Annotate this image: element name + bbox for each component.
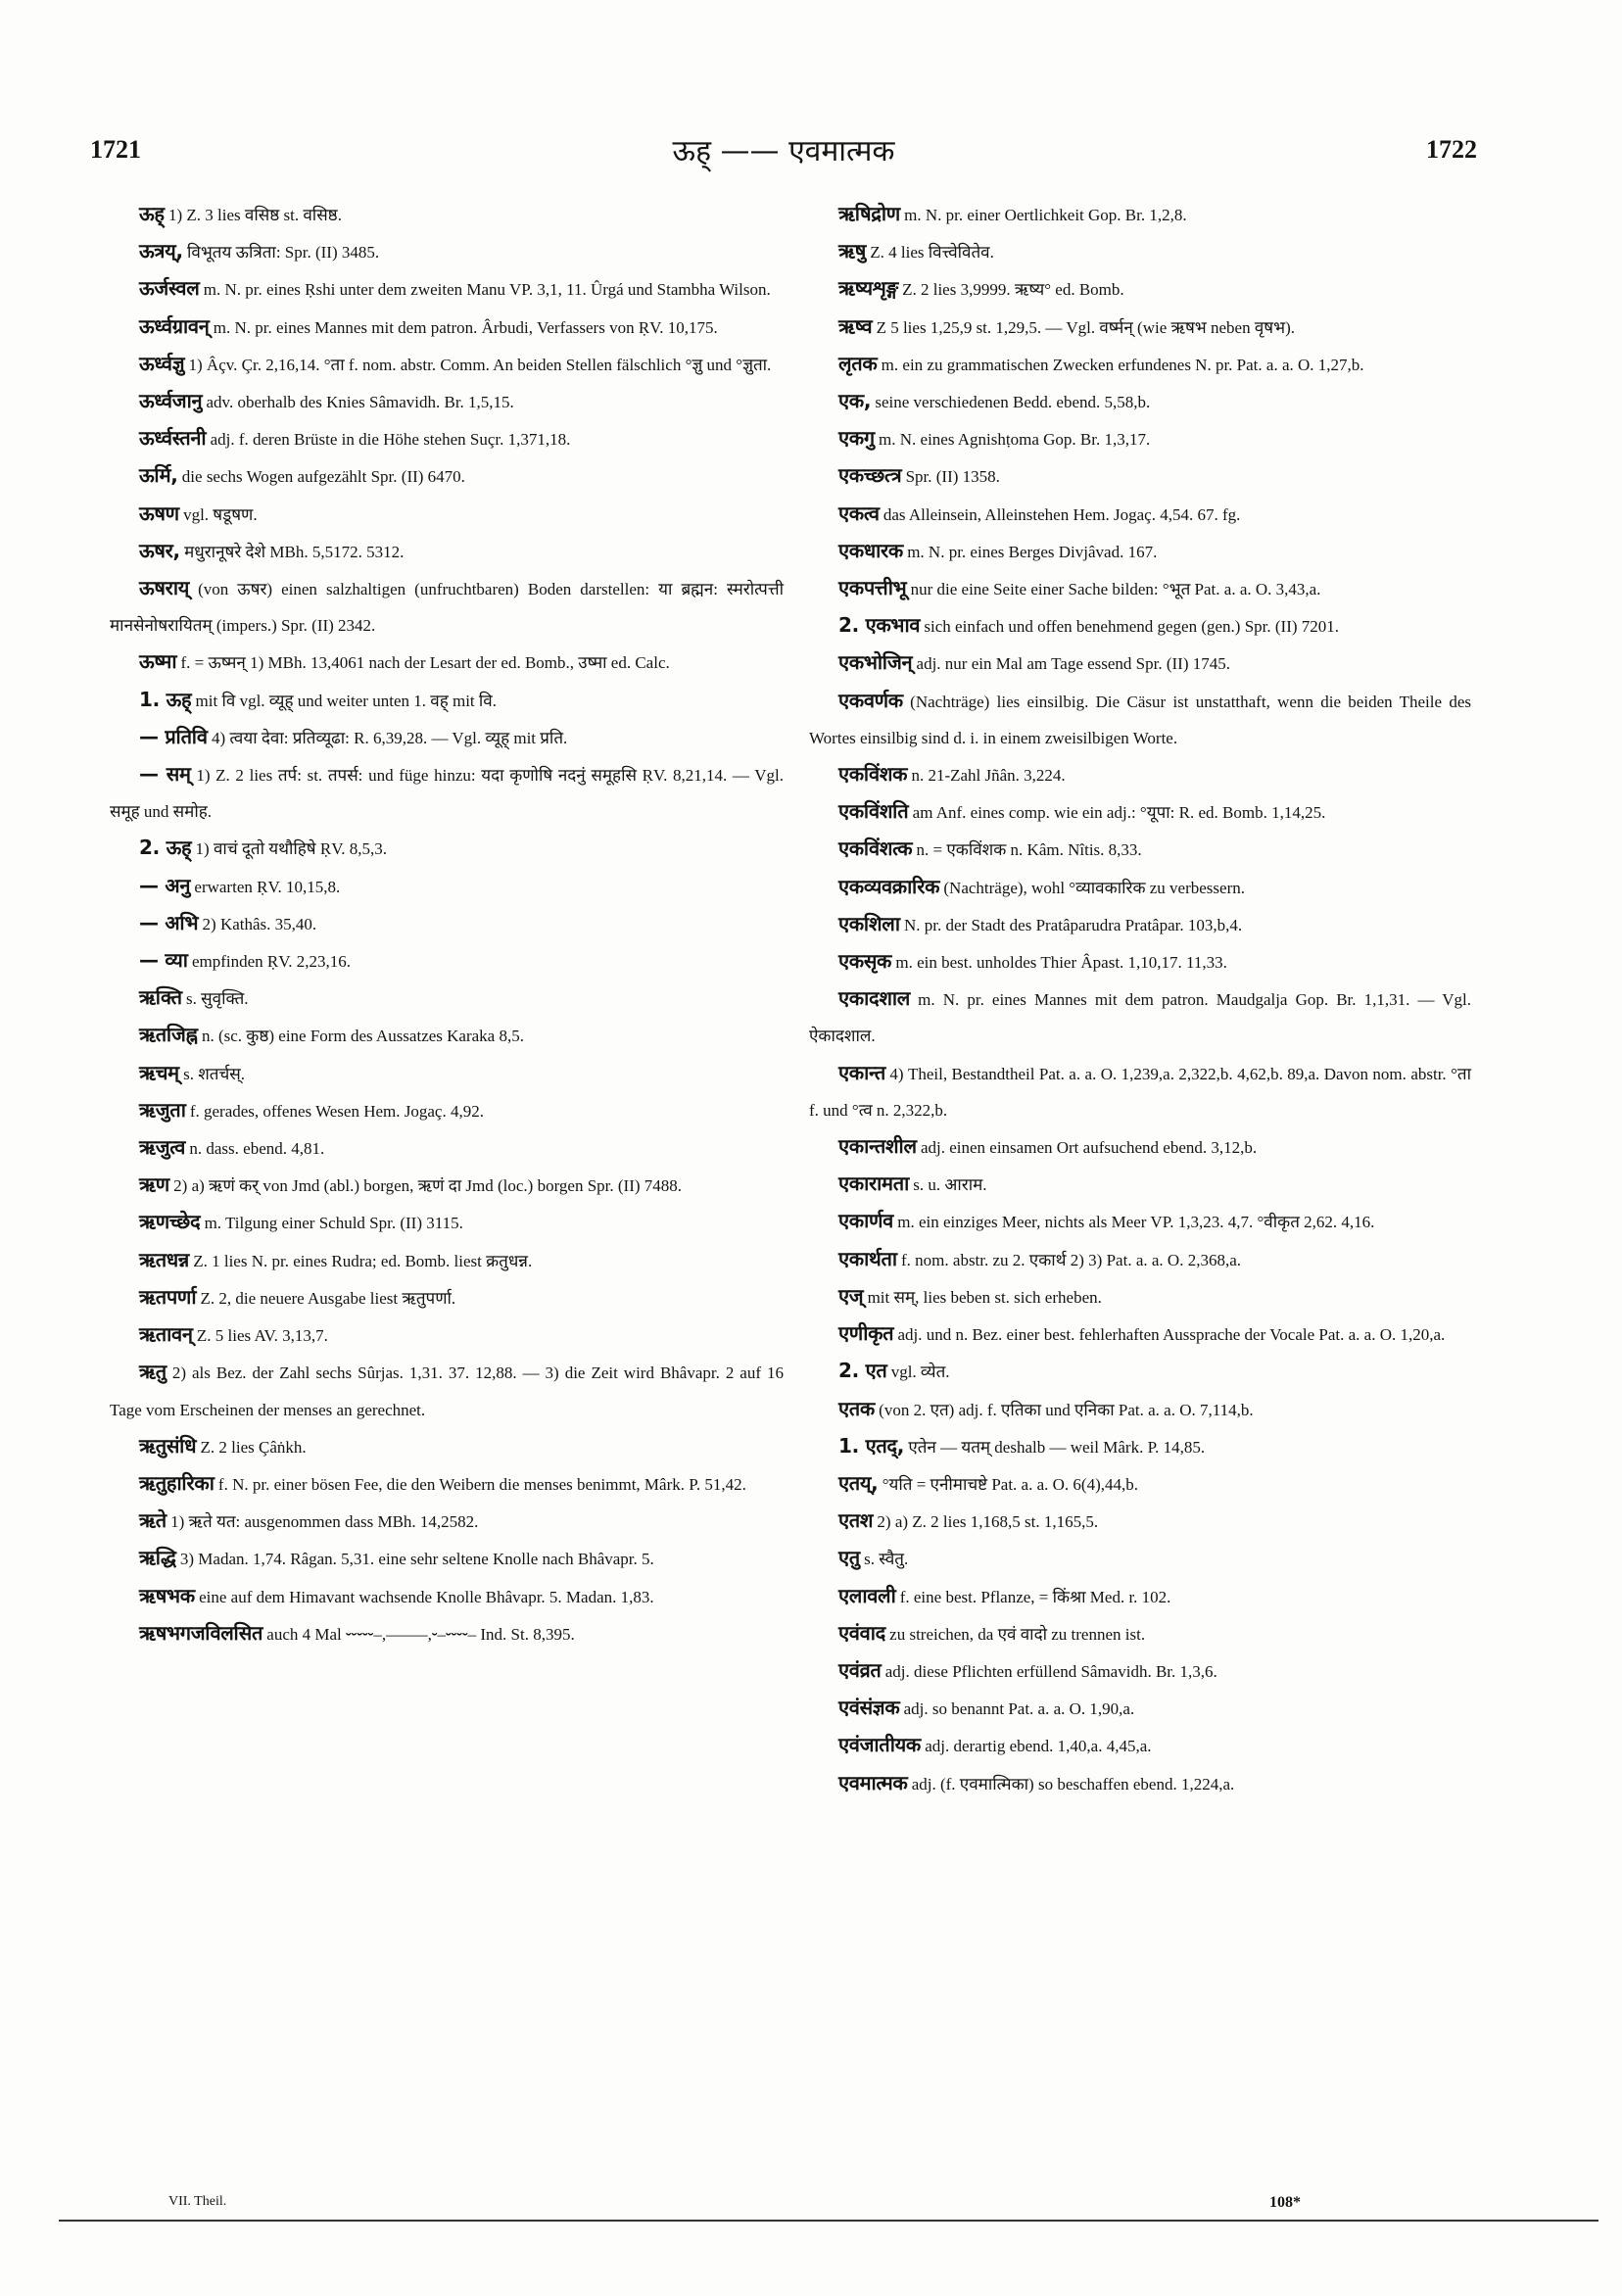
dictionary-entry <box>809 1690 1471 1727</box>
entry-text: empfinden ṚV. 2,23,16. <box>187 952 352 972</box>
entry-headword: ऋजुता <box>139 1097 186 1122</box>
entry-headword: ऊर्ध्वग्रावन् <box>139 313 210 338</box>
entry-text: f. eine best. Pflanze, = किंश्रा Med. r. 102. <box>895 1587 1171 1606</box>
dictionary-entry <box>809 1278 1471 1315</box>
entry-headword: एकान्त <box>838 1060 885 1084</box>
entry-text: adj. einen einsamen Ort aufsuchend ebend. 3,12,b. <box>916 1138 1258 1158</box>
dictionary-entry <box>110 1017 784 1054</box>
entry-text: 1) Z. 3 lies वसिष्ठ st. वसिष्ठ. <box>164 206 342 224</box>
entry-text: s. स्वैतु. <box>859 1550 909 1569</box>
entry-headword: ऊर्मि, <box>139 463 178 488</box>
entry-text: adv. oberhalb des Knies Sâmavidh. Br. 1,5,15. <box>202 393 514 412</box>
entry-headword: 2. एकभाव <box>838 613 921 638</box>
entry-headword: — व्या <box>139 948 188 973</box>
entry-text: m. N. pr. eines Ṛshi unter dem zweiten Manu VP. 3,1, 11. Ûrgá und Stambha Wilson. <box>199 280 771 300</box>
entry-text: 4) Theil, Bestandtheil Pat. a. a. O. 1,239,a. 2,322,b. 4,62,b. 89,a. Davon nom. abstr. °ता f. und °त्व n. 2,322,b. <box>809 1064 1471 1120</box>
dictionary-entry <box>110 1615 784 1652</box>
dictionary-entry <box>110 868 784 905</box>
entry-text: mit सम्, lies beben st. sich erheben. <box>863 1287 1102 1307</box>
entry-text: adj. derartig ebend. 1,40,a. 4,45,a. <box>920 1737 1152 1756</box>
entry-text: f. = ऊष्मन् 1) MBh. 13,4061 nach der Lesart der ed. Bomb., उष्मा ed. Calc. <box>176 653 670 673</box>
entry-text: (Nachträge) lies einsilbig. Die Cäsur ist unstatthaft, wenn die beiden Theile des Wortes einsilbig sind d. i. in einem zweisilbigen Worte. <box>809 692 1471 747</box>
dictionary-entry <box>809 1428 1471 1465</box>
dictionary-entry <box>110 1578 784 1615</box>
entry-headword: एवमात्मक <box>838 1770 908 1794</box>
dictionary-entry <box>809 383 1471 420</box>
entry-headword: 2. एत <box>838 1359 887 1383</box>
right-page-number: 1722 <box>1426 135 1477 164</box>
entry-text: sich einfach und offen benehmend gegen (gen.) Spr. (II) 7201. <box>920 617 1340 637</box>
entry-text: Z. 5 lies AV. 3,13,7. <box>192 1326 328 1346</box>
entry-headword: ऊषण <box>139 501 179 525</box>
entry-headword: ऋतावन् <box>139 1322 193 1347</box>
dictionary-entry <box>110 1092 784 1129</box>
entry-text: (von ऊषर) einen salzhaltigen (unfruchtbaren) Boden darstellen: या ब्रह्मन: स्मरोत्पत्ती मानसेनोषरायितम् (impers.) Spr. (II) 2342. <box>110 580 784 636</box>
dictionary-entry <box>809 793 1471 831</box>
entry-headword: ऊषराय् <box>139 576 190 600</box>
dictionary-entry <box>110 383 784 420</box>
entry-text: m. N. pr. einer Oertlichkeit Gop. Br. 1,2,8. <box>899 206 1187 224</box>
running-title: ऊह् —— एवमात्मक <box>672 134 895 168</box>
entry-text: adj. nur ein Mal am Tage essend Spr. (II) 1745. <box>912 654 1231 674</box>
entry-headword: ऋते <box>139 1508 167 1533</box>
entry-headword: एतश <box>838 1508 874 1533</box>
entry-text: 1) Âçv. Çr. 2,16,14. °ता f. nom. abstr. Comm. An beiden Stellen fälschlich °ज्ञु und °ज्ञुता. <box>184 355 772 374</box>
dictionary-entry <box>110 1055 784 1092</box>
sheet-number: 108* <box>1269 2194 1301 2211</box>
entry-text: 3) Madan. 1,74. Râgan. 5,31. eine sehr seltene Knolle nach Bhâvapr. 5. <box>175 1550 654 1569</box>
entry-text: (von 2. एत) adj. f. एतिका und एनिका Pat. a. a. O. 7,114,b. <box>874 1400 1254 1419</box>
entry-headword: एतु <box>838 1546 860 1570</box>
entry-headword: ऋष्यशृङ्ग <box>838 276 898 301</box>
entry-text: f. N. pr. einer bösen Fee, die den Weibern die menses benimmt, Mârk. P. 51,42. <box>214 1474 746 1494</box>
entry-text: n. 21-Zahl Jñân. 3,224. <box>907 766 1066 786</box>
signature-mark: VII. Theil. <box>168 2194 227 2209</box>
entry-headword: एकशिला <box>838 911 900 935</box>
entry-text: eine auf dem Himavant wachsende Knolle Bhâvapr. 5. Madan. 1,83. <box>194 1587 654 1606</box>
dictionary-entry <box>809 1578 1471 1615</box>
entry-text: °यति = एनीमाचष्टे Pat. a. a. O. 6(4),44,b. <box>878 1474 1139 1494</box>
entry-headword: ऋतुहारिका <box>139 1470 215 1495</box>
entry-text: Z 5 lies 1,25,9 st. 1,29,5. — Vgl. वर्ष्मन् (wie ऋषभ neben वृषभ). <box>872 317 1295 337</box>
entry-headword: एतक <box>838 1396 875 1420</box>
dictionary-entry <box>809 1652 1471 1690</box>
dictionary-entry <box>809 1315 1471 1353</box>
entry-headword: ऊर्ध्वजानु <box>139 389 203 413</box>
entry-headword: ऊषर, <box>139 538 180 562</box>
entry-headword: ऊर्ध्वज्ञु <box>139 351 185 375</box>
dictionary-entry <box>110 942 784 980</box>
entry-headword: एकपत्तीभू <box>838 576 907 600</box>
entry-headword: ऋतजिह्न <box>139 1023 198 1047</box>
entry-headword: — प्रतिवि <box>139 724 208 748</box>
entry-text: m. N. pr. eines Berges Divjâvad. 167. <box>902 542 1158 561</box>
entry-text: adj. diese Pflichten erfüllend Sâmavidh. Br. 1,3,6. <box>881 1661 1217 1681</box>
entry-headword: ऋषिद्रोण <box>838 202 900 225</box>
dictionary-entry <box>809 346 1471 383</box>
dictionary-entry <box>809 1465 1471 1503</box>
dictionary-entry <box>809 981 1471 1054</box>
entry-text: adj. so benannt Pat. a. a. O. 1,90,a. <box>899 1699 1135 1719</box>
entry-text: 2) Kathâs. 35,40. <box>198 914 317 933</box>
entry-text: s. शतर्चस्. <box>178 1064 245 1083</box>
entry-text: mit वि vgl. व्यूह् und weiter unten 1. वह् mit वि. <box>191 691 497 710</box>
dictionary-entry <box>110 1503 784 1540</box>
entry-text: am Anf. eines comp. wie ein adj.: °यूपा: R. ed. Bomb. 1,14,25. <box>908 803 1326 823</box>
dictionary-entry <box>809 233 1471 270</box>
entry-headword: एवंसंज्ञक <box>838 1696 900 1720</box>
dictionary-entry <box>809 1391 1471 1428</box>
dictionary-entry <box>809 1503 1471 1540</box>
entry-text: f. nom. abstr. zu 2. एकार्थ 2) 3) Pat. a. a. O. 2,368,a. <box>896 1250 1241 1269</box>
dictionary-entry <box>809 196 1471 233</box>
entry-headword: एकगु <box>838 426 875 451</box>
dictionary-entry <box>809 1765 1471 1802</box>
dictionary-entry <box>809 1241 1471 1278</box>
dictionary-entry <box>110 309 784 346</box>
entry-headword: ऊष्मा <box>139 649 177 674</box>
entry-headword: ऋष्व <box>838 313 873 338</box>
entry-text: 2) a) Z. 2 lies 1,168,5 st. 1,165,5. <box>873 1512 1099 1532</box>
entry-headword: ऋद्धि <box>139 1546 176 1570</box>
entry-text: m. ein best. unholdes Thier Âpast. 1,10,17. 11,33. <box>891 953 1227 973</box>
entry-headword: एकव्यवक्रारिक <box>838 874 940 898</box>
entry-headword: एकान्तशील <box>838 1134 917 1159</box>
entry-headword: — अनु <box>139 873 191 897</box>
entry-headword: ऊर्ध्वस्तनी <box>139 426 207 451</box>
dictionary-entry <box>110 270 784 308</box>
entry-headword: एकत्व <box>838 501 880 525</box>
entry-headword: एकभोजिन् <box>838 650 913 675</box>
entry-text: auch 4 Mal ⏑⏑⏑⏑⏑–,–––––,⏑–⏑⏑⏑⏑– Ind. St. 8,395. <box>262 1624 575 1644</box>
dictionary-entry <box>809 1203 1471 1240</box>
entry-headword: एक, <box>838 389 872 413</box>
entry-headword: ऋतपर्णा <box>139 1284 197 1309</box>
entry-text: n. dass. ebend. 4,81. <box>185 1139 325 1159</box>
entry-text: एतेन — यतम् deshalb — weil Mârk. P. 14,85. <box>904 1437 1206 1457</box>
dictionary-entry <box>110 682 784 719</box>
entry-text: f. gerades, offenes Wesen Hem. Jogaç. 4,92. <box>185 1101 484 1121</box>
dictionary-entry <box>809 1166 1471 1203</box>
entry-text: 4) त्वया देवा: प्रतिव्यूढा: R. 6,39,28. — Vgl. व्यूह् mit प्रति. <box>207 728 568 747</box>
dictionary-entry <box>110 1204 784 1241</box>
dictionary-entry <box>809 906 1471 943</box>
entry-headword: — अभि <box>139 910 199 934</box>
dictionary-entry <box>809 420 1471 457</box>
entry-text: erwarten ṚV. 10,15,8. <box>190 877 341 896</box>
dictionary-entry <box>110 719 784 756</box>
entry-headword: एणीकृत <box>838 1321 894 1346</box>
dictionary-entry <box>110 1354 784 1427</box>
entry-headword: एकादशाल <box>838 986 911 1011</box>
dictionary-entry <box>809 645 1471 682</box>
entry-text: vgl. षडूषण. <box>178 504 258 524</box>
entry-text: 1) ऋते यत: ausgenommen dass MBh. 14,2582. <box>166 1512 479 1532</box>
entry-text: adj. (f. एवमात्मिका) so beschaffen ebend. 1,224,a. <box>907 1774 1235 1794</box>
entry-text: seine verschiedenen Bedd. ebend. 5,58,b. <box>871 393 1151 412</box>
entry-headword: एवंव्रत <box>838 1657 882 1682</box>
entry-text: n. (sc. कुष्ठ) eine Form des Aussatzes Karaka 8,5. <box>197 1027 524 1046</box>
entry-text: n. = एकविंशक n. Kâm. Nîtis. 8,33. <box>912 840 1142 860</box>
dictionary-entry <box>110 570 784 644</box>
entry-text: adj. und n. Bez. einer best. fehlerhaften Aussprache der Vocale Pat. a. a. O. 1,20,a. <box>893 1325 1446 1345</box>
dictionary-entry <box>110 196 784 233</box>
dictionary-entry <box>110 1428 784 1465</box>
entry-headword: एकवर्णक <box>838 688 903 712</box>
entry-headword: लृतक <box>838 351 878 375</box>
entry-headword: एकधारक <box>838 538 903 562</box>
entry-headword: ऋषभगजविलसित <box>139 1620 263 1645</box>
dictionary-entry <box>809 1353 1471 1390</box>
dictionary-entry <box>110 905 784 942</box>
dictionary-entry <box>110 420 784 457</box>
entry-text: मधुरानूषरे देशे MBh. 5,5172. 5312. <box>179 542 405 561</box>
entry-headword: — सम् <box>139 762 191 787</box>
bottom-rule <box>59 2220 1598 2222</box>
entry-headword: ऋतुसंधि <box>139 1433 197 1458</box>
entry-text: m. ein zu grammatischen Zwecken erfundenes N. pr. Pat. a. a. O. 1,27,b. <box>877 355 1364 374</box>
entry-headword: ऋतु <box>139 1360 167 1384</box>
left-page-number: 1721 <box>90 135 141 164</box>
entry-text: s. u. आराम. <box>909 1175 987 1195</box>
entry-text: m. N. pr. eines Mannes mit dem patron. Maudgalja Gop. Br. 1,1,31. — Vgl. ऐकादशाल. <box>809 990 1471 1046</box>
entry-headword: एलावली <box>838 1583 896 1607</box>
dictionary-entry <box>809 1128 1471 1166</box>
entry-headword: एकविंशति <box>838 799 909 824</box>
dictionary-entry <box>110 233 784 270</box>
entry-text: 2) a) ऋणं कर् von Jmd (abl.) borgen, ऋणं दा Jmd (loc.) borgen Spr. (II) 7488. <box>168 1176 683 1196</box>
entry-text: m. N. eines Agnishṭoma Gop. Br. 1,3,17. <box>874 430 1151 450</box>
dictionary-entry <box>110 346 784 383</box>
dictionary-entry <box>110 1167 784 1204</box>
entry-text: Z. 2 lies 3,9999. ऋष्य° ed. Bomb. <box>897 280 1124 300</box>
entry-headword: ऋचम् <box>139 1060 179 1084</box>
entry-headword: एज् <box>838 1283 864 1308</box>
entry-headword: एवंवाद <box>838 1620 885 1645</box>
entry-headword: 1. ऊह् <box>139 687 192 711</box>
dictionary-entry <box>809 607 1471 645</box>
entry-headword: 1. एतद्, <box>838 1433 905 1458</box>
dictionary-entry <box>110 644 784 681</box>
entry-text: विभूतय ऊत्रिता: Spr. (II) 3485. <box>182 243 380 263</box>
dictionary-entry <box>110 756 784 830</box>
dictionary-entry <box>110 1242 784 1279</box>
entry-text: Z. 4 lies वित्त्वेवितेव. <box>866 243 994 263</box>
entry-text: 2) als Bez. der Zahl sechs Sûrjas. 1,31. 37. 12,88. — 3) die Zeit wird Bhâvapr. 2 auf 16 Tage vom Erscheinen der menses an gerechnet. <box>110 1363 784 1419</box>
entry-text: 1) वाचं दूतो यथौहिषे ṚV. 8,5,3. <box>191 839 388 859</box>
dictionary-entry <box>809 570 1471 607</box>
dictionary-entry <box>110 457 784 495</box>
entry-headword: एकार्णव <box>838 1209 893 1233</box>
entry-text: vgl. व्येत. <box>886 1363 950 1382</box>
entry-headword: ऋणच्छेद <box>139 1210 201 1234</box>
right-column <box>809 196 1471 1802</box>
entry-text: nur die eine Seite einer Sache bilden: °भूत Pat. a. a. O. 3,43,a. <box>906 580 1321 599</box>
entry-headword: एकारामता <box>838 1172 909 1196</box>
entry-text: m. Tilgung einer Schuld Spr. (II) 3115. <box>200 1214 463 1233</box>
entry-headword: ऊर्जस्वल <box>139 276 200 301</box>
dictionary-entry <box>110 980 784 1017</box>
entry-headword: ऋक्ति <box>139 985 182 1010</box>
entry-text: 1) Z. 2 lies तर्प: st. तपर्स: und füge hinzu: यदा कृणोषि नदनुं समूहसि ṚV. 8,21,14. — Vgl. समूह und समोह. <box>110 766 784 822</box>
entry-headword: ऋतधन्न <box>139 1247 189 1271</box>
dictionary-entry <box>110 1316 784 1354</box>
entry-headword: एकविंशत्क <box>838 837 913 861</box>
dictionary-entry <box>110 1279 784 1316</box>
dictionary-entry <box>110 1129 784 1167</box>
dictionary-entry <box>809 533 1471 570</box>
entry-text: m. N. pr. eines Mannes mit dem patron. Ârbudi, Verfassers von ṚV. 10,175. <box>209 317 718 337</box>
entry-text: Z. 2, die neuere Ausgabe liest ऋतुपर्णा. <box>196 1288 456 1308</box>
dictionary-entry <box>809 869 1471 906</box>
entry-headword: ऋजुत्व <box>139 1135 186 1160</box>
entry-text: das Alleinsein, Alleinstehen Hem. Jogaç. 4,54. 67. fg. <box>879 504 1241 524</box>
dictionary-entry <box>809 270 1471 308</box>
entry-text: Z. 2 lies Çâṅkh. <box>196 1437 307 1457</box>
dictionary-entry <box>809 496 1471 533</box>
dictionary-entry <box>809 831 1471 868</box>
entry-text: (Nachträge), wohl °व्यावकारिक zu verbessern. <box>939 878 1245 897</box>
dictionary-entry <box>809 1615 1471 1652</box>
entry-headword: एकसृक <box>838 949 892 974</box>
dictionary-entry <box>809 1055 1471 1128</box>
dictionary-entry <box>110 830 784 867</box>
entry-headword: एकविंशक <box>838 762 908 787</box>
entry-headword: एकच्छत्त्र <box>838 463 902 488</box>
dictionary-entry <box>110 1465 784 1503</box>
dictionary-entry <box>809 1727 1471 1764</box>
entry-headword: ऊह् <box>139 202 165 225</box>
entry-headword: ऋषु <box>838 239 867 263</box>
left-column <box>110 196 784 1652</box>
entry-headword: ऋण <box>139 1172 169 1197</box>
entry-text: adj. f. deren Brüste in die Höhe stehen Suçr. 1,371,18. <box>206 430 571 450</box>
entry-headword: एतय्, <box>838 1470 879 1495</box>
entry-text: Z. 1 lies N. pr. eines Rudra; ed. Bomb. liest क्रतुधन्न. <box>188 1251 533 1270</box>
entry-text: s. सुवृक्ति. <box>181 989 249 1009</box>
entry-text: die sechs Wogen aufgezählt Spr. (II) 6470. <box>177 467 465 487</box>
dictionary-entry <box>110 533 784 570</box>
dictionary-entry <box>809 457 1471 495</box>
entry-headword: ऊत्रय्, <box>139 239 183 263</box>
entry-headword: 2. ऊह् <box>139 836 192 860</box>
dictionary-entry <box>809 309 1471 346</box>
page-header <box>90 135 1477 178</box>
entry-text: Spr. (II) 1358. <box>901 467 1000 487</box>
dictionary-entry <box>809 943 1471 981</box>
entry-headword: ऋषभक <box>139 1583 195 1607</box>
entry-text: zu streichen, da एवं वादो zu trennen ist. <box>884 1624 1146 1644</box>
entry-text: m. ein einziges Meer, nichts als Meer VP. 1,3,23. 4,7. °वीकृत 2,62. 4,16. <box>892 1213 1375 1232</box>
dictionary-entry <box>809 1540 1471 1577</box>
dictionary-entry <box>110 1540 784 1577</box>
entry-text: N. pr. der Stadt des Pratâparudra Pratâpar. 103,b,4. <box>899 915 1243 934</box>
entry-headword: एवंजातीयक <box>838 1733 921 1757</box>
dictionary-entry <box>110 496 784 533</box>
entry-headword: एकार्थता <box>838 1246 897 1270</box>
dictionary-entry <box>809 683 1471 756</box>
dictionary-entry <box>809 756 1471 793</box>
